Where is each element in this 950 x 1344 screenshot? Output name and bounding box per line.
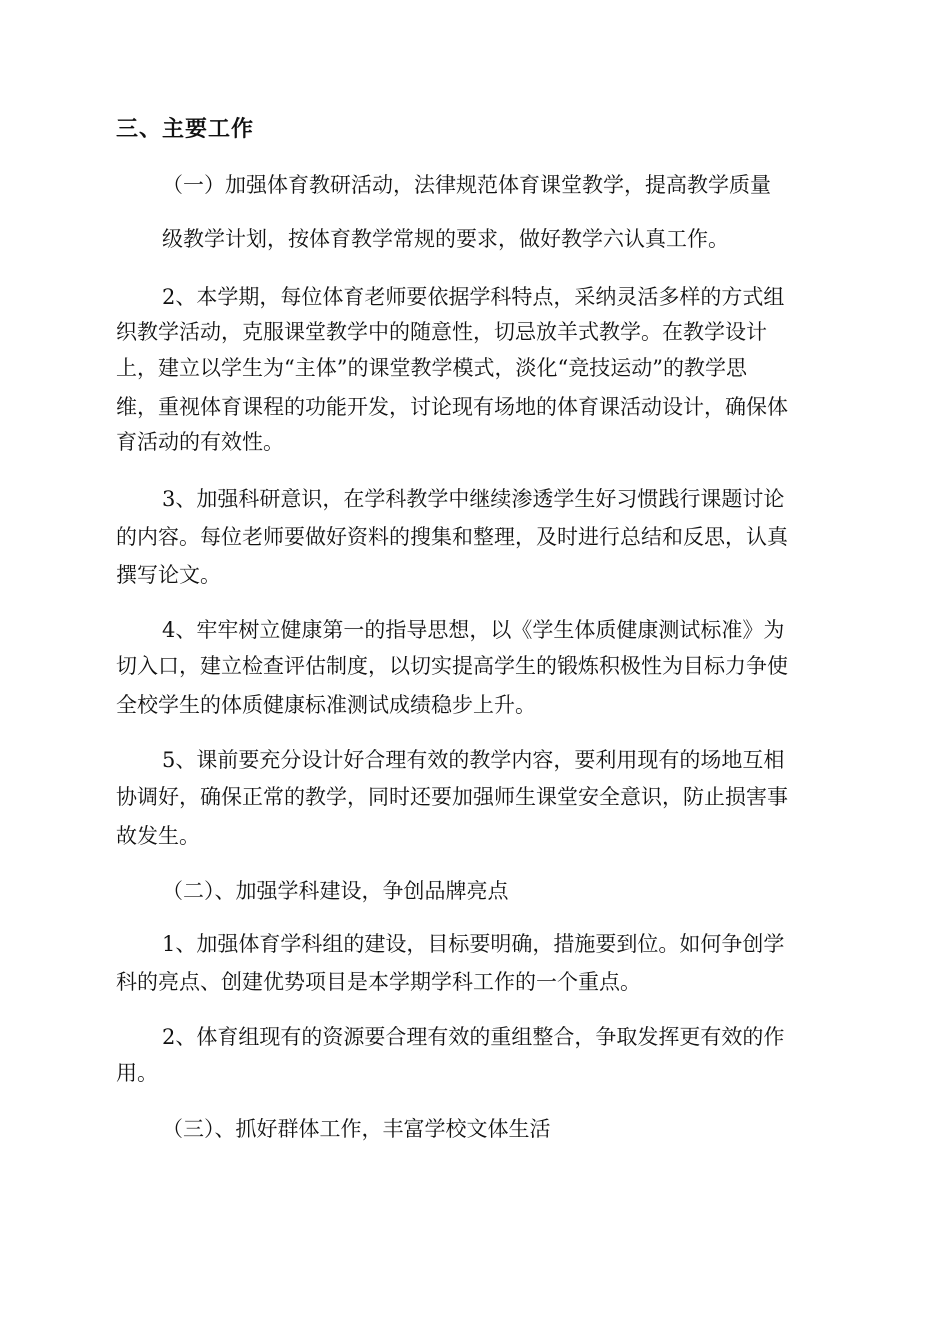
paragraph-line: 切入口，建立检查评估制度，以切实提高学生的锻炼积极性为目标力争使 [116,654,788,678]
paragraph-line: 维，重视体育课程的功能开发，讨论现有场地的体育课活动设计，确保体 [116,395,788,419]
paragraph-line: 5、课前要充分设计好合理有效的教学内容，要利用现有的场地互相 [162,748,785,772]
subsection-title-3: （三）、抓好群体工作，丰富学校文体生活 [162,1117,551,1141]
paragraph-line: 用。 [116,1061,158,1085]
paragraph-line: 2、本学期，每位体育老师要依据学科特点，采纳灵活多样的方式组 [162,285,785,309]
paragraph-line: 故发生。 [116,824,200,848]
subsection-title-1: （一）加强体育教研活动，法律规范体育课堂教学，提高教学质量 [162,173,771,197]
paragraph-line: 育活动的有效性。 [116,430,284,454]
paragraph-line: 2、体育组现有的资源要合理有效的重组整合，争取发挥更有效的作 [162,1025,785,1049]
section-heading: 三、主要工作 [116,117,255,142]
paragraph-line: 3、加强科研意识，在学科教学中继续渗透学生好习惯践行课题讨论 [162,487,785,511]
paragraph-line: 4、牢牢树立健康第一的指导思想，以《学生体质健康测试标准》为 [162,618,785,642]
paragraph-line: 级教学计划，按体育教学常规的要求，做好教学六认真工作。 [162,227,729,251]
paragraph-line: 全校学生的体质健康标准测试成绩稳步上升。 [116,693,536,717]
paragraph-line: 协调好，确保正常的教学，同时还要加强师生课堂安全意识，防止损害事 [116,785,788,809]
paragraph-line: 撰写论文。 [116,563,221,587]
subsection-title-2: （二）、加强学科建设，争创品牌亮点 [162,879,509,903]
paragraph-line: 1、加强体育学科组的建设，目标要明确，措施要到位。如何争创学 [162,932,785,956]
paragraph-line: 科的亮点、创建优势项目是本学期学科工作的一个重点。 [116,970,641,994]
paragraph-line: 织教学活动，克服课堂教学中的随意性，切忌放羊式教学。在教学设计 [116,320,767,344]
paragraph-line: 上，建立以学生为“主体”的课堂教学模式，淡化“竞技运动”的教学思 [116,356,747,380]
paragraph-line: 的内容。每位老师要做好资料的搜集和整理，及时进行总结和反思，认真 [116,525,788,549]
